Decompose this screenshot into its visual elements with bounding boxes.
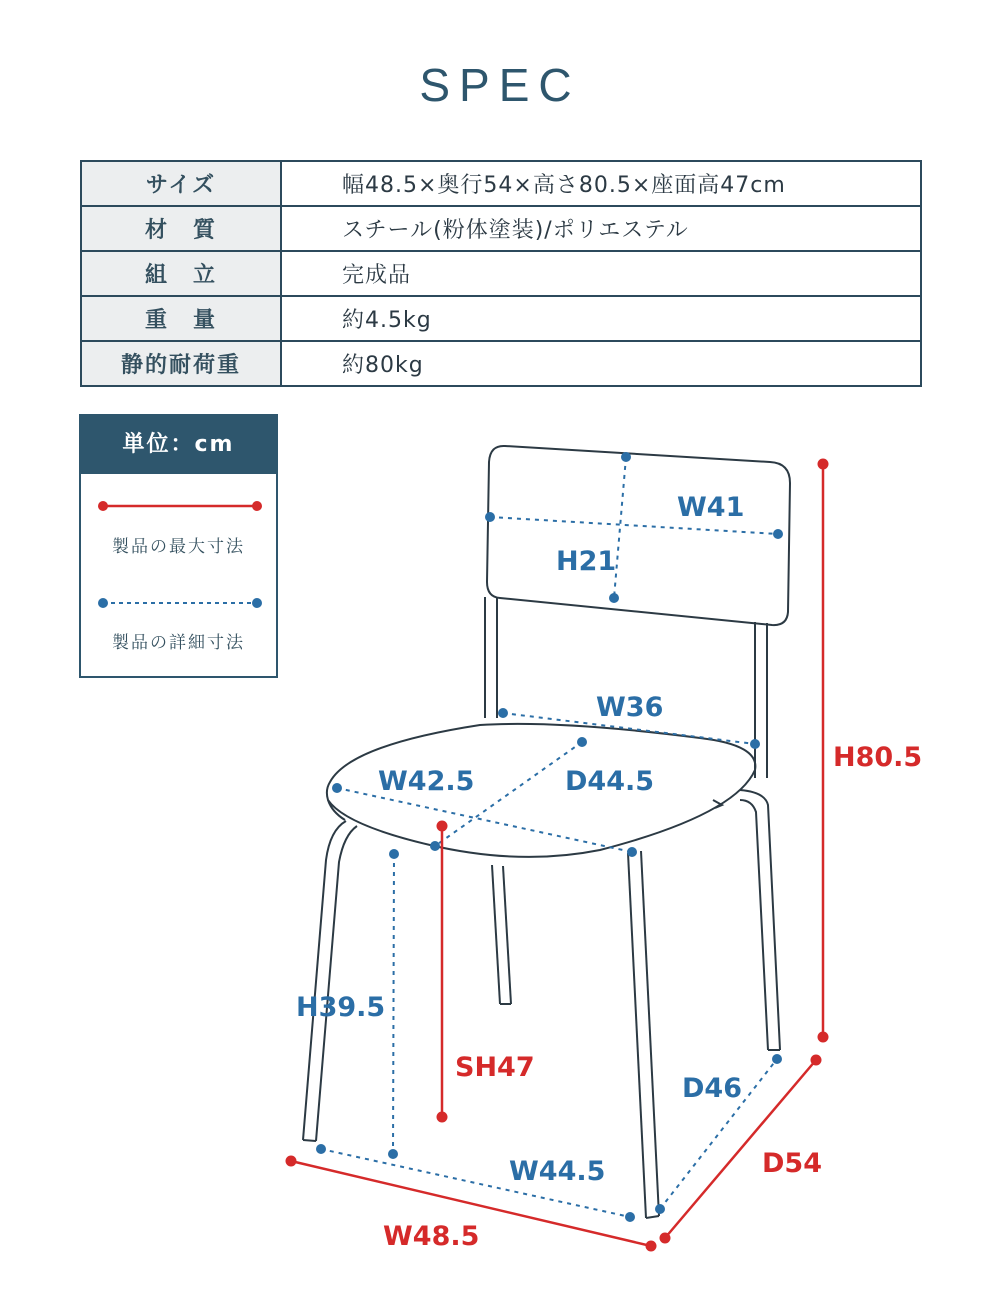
spec-value-weight: 約4.5kg [281, 296, 921, 341]
spec-label-material: 材 質 [81, 206, 281, 251]
spec-value-load: 約80kg [342, 353, 424, 378]
dim-dot [655, 1204, 665, 1214]
detail-dimension-dots [316, 452, 783, 1222]
back-leg-left-inner [503, 866, 511, 1004]
dim-line-seat-width [337, 788, 632, 852]
dim-dot [286, 1156, 297, 1167]
dim-dot [811, 1055, 822, 1066]
legend-detail-label: 製品の詳細寸法 [112, 633, 245, 653]
legend-max-label: 製品の最大寸法 [112, 537, 245, 557]
dim-dot [430, 841, 440, 851]
label-base-width: W44.5 [509, 1156, 606, 1187]
dim-dot [646, 1241, 657, 1252]
dim-dot [818, 1032, 829, 1043]
dim-dot [627, 847, 637, 857]
dim-dot [316, 1144, 326, 1154]
dim-dot [818, 459, 829, 470]
legend-unit: 単位：cm [81, 416, 276, 474]
front-leg-left-inner [316, 826, 357, 1141]
label-overall-depth: D54 [762, 1148, 822, 1179]
label-seat-back-width: W36 [596, 692, 664, 723]
label-frame-height: H39.5 [296, 992, 386, 1023]
spec-value-assembly: 完成品 [281, 251, 921, 296]
dim-dot [621, 452, 631, 462]
label-back-width: W41 [677, 492, 745, 523]
back-leg-right-inner [740, 800, 768, 1050]
dim-dot [772, 1054, 782, 1064]
spec-label-load: 静的耐荷重 [81, 341, 281, 386]
dim-line-frame-height [393, 854, 394, 1154]
spec-value-material: スチール(粉体塗装)/ポリエステル [281, 206, 921, 251]
dim-dot [625, 1212, 635, 1222]
spec-label-weight: 重 量 [81, 296, 281, 341]
spec-label-assembly: 組 立 [81, 251, 281, 296]
label-overall-width: W48.5 [383, 1221, 480, 1252]
front-leg-left-foot [303, 1140, 316, 1141]
backrest [487, 446, 790, 625]
dim-dot [437, 821, 448, 832]
spec-label-size: サイズ [81, 161, 281, 206]
back-leg-right [740, 790, 780, 1050]
front-leg-right-foot [646, 1216, 659, 1218]
dim-dot [485, 512, 495, 522]
dim-dot [773, 529, 783, 539]
dim-dot [388, 1149, 398, 1159]
dim-dot [750, 739, 760, 749]
dim-dot [332, 783, 342, 793]
label-seat-depth: D44.5 [565, 766, 655, 797]
dim-dot [609, 593, 619, 603]
seat-bracket [713, 800, 722, 808]
label-base-depth: D46 [682, 1073, 742, 1104]
label-back-height: H21 [556, 546, 617, 577]
back-leg-left [492, 865, 500, 1004]
spec-value-size: 幅48.5×奥行54×高さ80.5×座面高47cm [281, 161, 921, 206]
front-leg-left [303, 821, 346, 1140]
label-seat-height: SH47 [455, 1052, 535, 1083]
label-seat-width: W42.5 [378, 766, 475, 797]
page-title: SPEC [419, 59, 581, 111]
dim-dot [498, 708, 508, 718]
dim-dot [437, 1112, 448, 1123]
label-overall-height: H80.5 [833, 742, 923, 773]
dim-dot [389, 849, 399, 859]
dim-dot [577, 737, 587, 747]
dim-dot [660, 1233, 671, 1244]
